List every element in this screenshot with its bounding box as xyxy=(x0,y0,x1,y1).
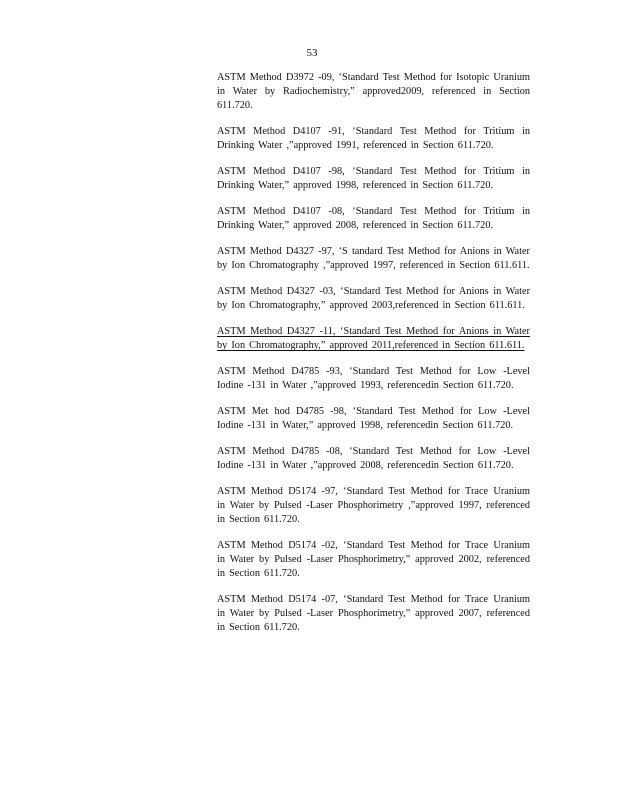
reference-entry-d5174-07: ASTM Method D5174 -07, ‘Standard Test Method for Trace Uranium in Water by Pulsed -Laser Phosphorimetry,” approved 2007, referenced in Section 611.720. xyxy=(217,594,530,633)
reference-entry-d5174-02: ASTM Method D5174 -02, ‘Standard Test Method for Trace Uranium in Water by Pulsed -Laser Phosphorimetry,” approved 2002, referenced in Section 611.720. xyxy=(217,540,530,579)
reference-entry-d4327-11: ASTM Method D4327 -11, ‘Standard Test Method for Anions in Water by Ion Chromatography,” approved 2011,referenced in Section 611.611. xyxy=(217,326,530,351)
reference-list xyxy=(217,71,530,647)
reference-entry-d4327-03: ASTM Method D4327 -03, ‘Standard Test Method for Anions in Water by Ion Chromatography,” approved 2003,referenced in Section 611.611. xyxy=(217,286,530,311)
reference-entry-d3972-09: ASTM Method D3972 -09, ‘Standard Test Method for Isotopic Uranium in Water by Radiochemistry,” approved2009, referenced in Section 611.720. xyxy=(217,72,530,111)
reference-entry-d4785-93: ASTM Method D4785 -93, ‘Standard Test Method for Low -Level Iodine -131 in Water ,”approved 1993, referencedin Section 611.720. xyxy=(217,366,530,391)
reference-entry-d4107-08: ASTM Method D4107 -08, ‘Standard Test Method for Tritium in Drinking Water,” approved 2008, referenced in Section 611.720. xyxy=(217,206,530,231)
reference-entry-d5174-97: ASTM Method D5174 -97, ‘Standard Test Method for Trace Uranium in Water by Pulsed -Laser Phosphorimetry ,”approved 1997, referenced in Section 611.720. xyxy=(217,486,530,525)
reference-entry-d4107-98: ASTM Method D4107 -98, ‘Standard Test Method for Tritium in Drinking Water,” approved 1998, referenced in Section 611.720. xyxy=(217,166,530,191)
reference-entry-d4785-08: ASTM Method D4785 -08, ‘Standard Test Method for Low -Level Iodine -131 in Water ,”approved 2008, referencedin Section 611.720. xyxy=(217,446,530,471)
page-number: 53 xyxy=(306,47,318,59)
reference-entry-d4327-97: ASTM Method D4327 -97, ‘S tandard Test Method for Anions in Water by Ion Chromatography ,”approved 1997, referenced in Section 611.611. xyxy=(217,246,530,271)
reference-entry-d4107-91: ASTM Method D4107 -91, ‘Standard Test Method for Tritium in Drinking Water ,”approved 1991, referenced in Section 611.720. xyxy=(217,126,530,151)
reference-entry-d4785-98: ASTM Met hod D4785 -98, ‘Standard Test Method for Low -Level Iodine -131 in Water,” approved 1998, referencedin Section 611.720. xyxy=(217,406,530,431)
